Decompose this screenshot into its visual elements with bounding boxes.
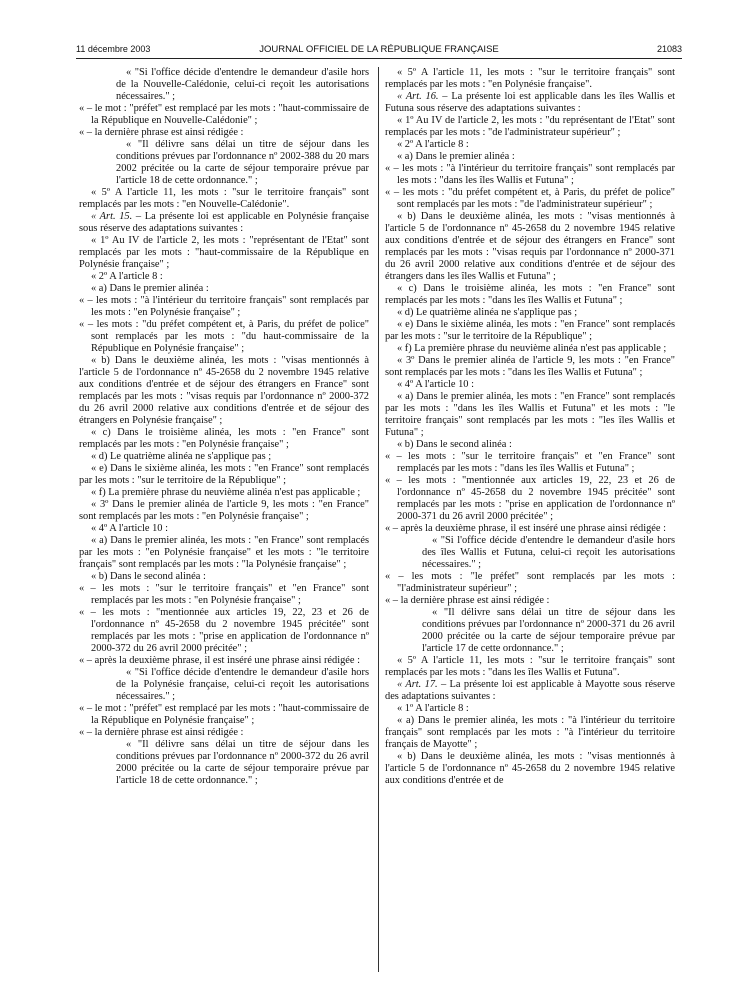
paragraph-text: « 2º A l'article 8 :: [91, 271, 163, 282]
paragraph-text: « "Si l'office décide d'entendre le demandeur d'asile hors de la Nouvelle-Calédonie, celui-ci reçoit les autorisations nécessaires." ;: [116, 67, 369, 102]
paragraph: [385, 475, 675, 523]
paragraph: [79, 103, 369, 127]
paragraph: [79, 667, 369, 703]
paragraph: [385, 163, 675, 187]
paragraph-text: « "Si l'office décide d'entendre le demandeur d'asile hors de la Polynésie française, celui-ci reçoit les autorisations nécessaires." ;: [116, 667, 369, 702]
paragraph: [385, 607, 675, 655]
paragraph: [385, 151, 675, 163]
paragraph-text: « – le mot : "préfet" est remplacé par les mots : "haut-commissaire de la République en Nouvelle-Calédonie" ;: [79, 103, 369, 126]
paragraph: [385, 187, 675, 211]
paragraph-text: « 1º A l'article 8 :: [397, 703, 469, 714]
paragraph-text: « f) La première phrase du neuvième alinéa n'est pas applicable ;: [91, 487, 361, 498]
paragraph-text: « e) Dans le sixième alinéa, les mots : "en France" sont remplacés par les mots : "sur le territoire de la République" ;: [385, 319, 675, 342]
paragraph: [79, 487, 369, 499]
column-divider: [378, 67, 379, 972]
paragraph: [385, 91, 675, 115]
paragraph-text: « – la dernière phrase est ainsi rédigée :: [79, 127, 244, 138]
paragraph: [79, 139, 369, 187]
paragraph-text: « b) Dans le deuxième alinéa, les mots : "visas mentionnés à l'article 5 de l'ordonnance nº 45-2658 du 2 novembre 1945 relative aux conditions d'entrée et de séjour des étrangers en France" sont remplacés par les mots : "visas requis par l'ordonnance nº 2000-372 du 26 avril 2000 relative aux conditions d'entrée et de séjour des étrangers en Polynésie française" ;: [79, 355, 369, 426]
paragraph: [385, 571, 675, 595]
paragraph-text: « a) Dans le premier alinéa, les mots : "à l'intérieur du territoire français" sont remplacés par les mots : "à l'intérieur du territoire français de Mayotte" ;: [385, 715, 675, 750]
paragraph-text: « a) Dans le premier alinéa, les mots : "en France" sont remplacés par les mots : "dans les îles Wallis et Futuna" et les mots : "le territoire français" sont remplacés par les mots : "les îles Wallis et Futuna" ;: [385, 391, 675, 438]
paragraph: [79, 535, 369, 571]
paragraph: [385, 211, 675, 283]
paragraph-text: « 4º A l'article 10 :: [91, 523, 168, 534]
paragraph-text: « – les mots : "mentionnée aux articles 19, 22, 23 et 26 de l'ordonnance nº 45-2658 du 2 novembre 1945 précitée" sont remplacés par les mots : "prise en application de l'ordonnance nº 2000-371 du 26 avril 2000 précitée" ;: [385, 475, 675, 522]
paragraph-text: « b) Dans le deuxième alinéa, les mots : "visas mentionnés à l'article 5 de l'ordonnance nº 45-2658 du 2 novembre 1945 relative aux conditions d'entrée et de séjour des étrangers en France" sont remplacés par les mots : "visas requis par l'ordonnance nº 2000-371 du 26 avril 2000 relative aux conditions d'entrée et de séjour des étrangers dans les îles Wallis et Futuna" ;: [385, 211, 675, 282]
paragraph-text: « – les mots : "du préfet compétent et, à Paris, du préfet de police" sont remplacés par les mots : "de l'administrateur supérieur" ;: [385, 187, 675, 210]
paragraph-text: « "Il délivre sans délai un titre de séjour dans les conditions prévues par l'ordonnance nº 2000-371 du 26 avril 2000 précitée ou la carte de séjour temporaire prévue par l'article 17 de cette ordonnance." ;: [422, 607, 675, 654]
paragraph-text: « "Si l'office décide d'entendre le demandeur d'asile hors des îles Wallis et Futuna, celui-ci reçoit les autorisations nécessaires." ;: [422, 535, 675, 570]
paragraph-text: « "Il délivre sans délai un titre de séjour dans les conditions prévues par l'ordonnance nº 2000-372 du 26 avril 2000 précitée ou la carte de séjour temporaire prévue par l'article 18 de cette ordonnance." ;: [116, 739, 369, 786]
paragraph: [79, 319, 369, 355]
paragraph: [79, 127, 369, 139]
paragraph-text: « 3º Dans le premier alinéa de l'article 9, les mots : "en France" sont remplacés par les mots : "en Polynésie française" ;: [79, 499, 369, 522]
paragraph-text: « b) Dans le second alinéa :: [91, 571, 206, 582]
paragraph: [79, 283, 369, 295]
paragraph-text: « c) Dans le troisième alinéa, les mots : "en France" sont remplacés par les mots : "en Polynésie française" ;: [79, 427, 369, 450]
paragraph: [79, 523, 369, 535]
paragraph: [385, 451, 675, 475]
header-page-number: 21083: [656, 44, 682, 54]
paragraph-text: « a) Dans le premier alinéa :: [91, 283, 209, 294]
paragraph-text: « 3º Dans le premier alinéa de l'article 9, les mots : "en France" sont remplacés par les mots : "dans les îles Wallis et Futuna" ;: [385, 355, 675, 378]
paragraph: [79, 463, 369, 487]
paragraph: [79, 499, 369, 523]
paragraph: [385, 343, 675, 355]
article-label: « Art. 16.: [397, 91, 439, 102]
paragraph-text: « – le mot : "préfet" est remplacé par les mots : "haut-commissaire de la République en Polynésie française" ;: [79, 703, 369, 726]
paragraph: [385, 319, 675, 343]
paragraph-text: « c) Dans le troisième alinéa, les mots : "en France" sont remplacés par les mots : "dans les îles Wallis et Futuna" ;: [385, 283, 675, 306]
paragraph: [385, 703, 675, 715]
paragraph: [79, 739, 369, 787]
right-column: [385, 67, 675, 787]
paragraph-text: « – les mots : "à l'intérieur du territoire français" sont remplacés par les mots : "en Polynésie française" ;: [79, 295, 369, 318]
paragraph-text: « e) Dans le sixième alinéa, les mots : "en France" sont remplacés par les mots : "sur le territoire de la République" ;: [79, 463, 369, 486]
paragraph-text: « – la dernière phrase est ainsi rédigée :: [79, 727, 244, 738]
paragraph: [79, 67, 369, 103]
paragraph: [385, 67, 675, 91]
paragraph-text: « – les mots : "du préfet compétent et, à Paris, du préfet de police" sont remplacés par les mots : "du haut-commissaire de la République en Polynésie française" ;: [79, 319, 369, 354]
paragraph-text: « f) La première phrase du neuvième alinéa n'est pas applicable ;: [397, 343, 667, 354]
paragraph-text: « – les mots : "le préfet" sont remplacés par les mots : "l'administrateur supérieur" ;: [385, 571, 675, 594]
paragraph-text: « – les mots : "sur le territoire français" et "en France" sont remplacés par les mots : "dans les îles Wallis et Futuna" ;: [385, 451, 675, 474]
paragraph: [385, 535, 675, 571]
paragraph-text: « – après la deuxième phrase, il est inséré une phrase ainsi rédigée :: [385, 523, 667, 534]
paragraph-text: « b) Dans le second alinéa :: [397, 439, 512, 450]
paragraph-text: « – les mots : "mentionnée aux articles 19, 22, 23 et 26 de l'ordonnance nº 45-2658 du 2 novembre 1945 précitée" sont remplacés par les mots : "prise en application de l'ordonnance nº 2000-372 du 26 avril 2000 précitée" ;: [79, 607, 369, 654]
paragraph-text: « 2º A l'article 8 :: [397, 139, 469, 150]
left-column: [79, 67, 369, 787]
paragraph: [79, 451, 369, 463]
paragraph: [385, 655, 675, 679]
paragraph: [385, 355, 675, 379]
paragraph: [385, 679, 675, 703]
paragraph: [79, 355, 369, 427]
paragraph: [385, 751, 675, 787]
paragraph: [79, 727, 369, 739]
article-label: « Art. 17.: [397, 679, 438, 690]
paragraph: [79, 211, 369, 235]
paragraph-text: « 1º Au IV de l'article 2, les mots : "du représentant de l'Etat" sont remplacés par les mots : "de l'administrateur supérieur" ;: [385, 115, 675, 138]
paragraph: [79, 655, 369, 667]
page-header: [76, 44, 682, 59]
article-label: « Art. 15.: [91, 211, 133, 222]
paragraph: [79, 235, 369, 271]
paragraph: [79, 571, 369, 583]
paragraph-text: – La présente loi est applicable dans les îles Wallis et Futuna sous réserve des adaptations suivantes :: [385, 91, 675, 114]
paragraph: [385, 523, 675, 535]
paragraph: [79, 271, 369, 283]
paragraph-text: « a) Dans le premier alinéa :: [397, 151, 515, 162]
paragraph-text: « – les mots : "à l'intérieur du territoire français" sont remplacés par les mots : "dans les îles Wallis et Futuna" ;: [385, 163, 675, 186]
paragraph-text: « a) Dans le premier alinéa, les mots : "en France" sont remplacés par les mots : "en Polynésie française" et les mots : "le territoire français" sont remplacés par les mots : "la Polynésie française" ;: [79, 535, 369, 570]
paragraph-text: « 5º A l'article 11, les mots : "sur le territoire français" sont remplacés par les mots : "en Nouvelle-Calédonie".: [79, 187, 369, 210]
paragraph-text: « b) Dans le deuxième alinéa, les mots : "visas mentionnés à l'article 5 de l'ordonnance nº 45-2658 du 2 novembre 1945 relative aux conditions d'entrée et de: [385, 751, 675, 786]
paragraph: [385, 307, 675, 319]
paragraph-text: « – la dernière phrase est ainsi rédigée :: [385, 595, 550, 606]
paragraph: [79, 187, 369, 211]
paragraph: [79, 295, 369, 319]
paragraph-text: – La présente loi est applicable en Polynésie française sous réserve des adaptations suivantes :: [79, 211, 369, 234]
paragraph-text: « 4º A l'article 10 :: [397, 379, 474, 390]
paragraph-text: « 5º A l'article 11, les mots : "sur le territoire français" sont remplacés par les mots : "dans les îles Wallis et Futuna".: [385, 655, 675, 678]
paragraph-text: « – après la deuxième phrase, il est inséré une phrase ainsi rédigée :: [79, 655, 361, 666]
paragraph: [79, 583, 369, 607]
paragraph: [385, 715, 675, 751]
paragraph: [79, 427, 369, 451]
paragraph: [385, 379, 675, 391]
paragraph: [79, 607, 369, 655]
header-journal-title: JOURNAL OFFICIEL DE LA RÉPUBLIQUE FRANÇAISE: [259, 44, 499, 55]
paragraph: [385, 139, 675, 151]
paragraph: [385, 115, 675, 139]
paragraph: [385, 439, 675, 451]
paragraph-text: – La présente loi est applicable à Mayotte sous réserve des adaptations suivantes :: [385, 679, 675, 702]
paragraph-text: « – les mots : "sur le territoire français" et "en France" sont remplacés par les mots : "en Polynésie française" ;: [79, 583, 369, 606]
paragraph-text: « d) Le quatrième alinéa ne s'applique pas ;: [91, 451, 272, 462]
paragraph: [385, 283, 675, 307]
paragraph-text: « "Il délivre sans délai un titre de séjour dans les conditions prévues par l'ordonnance nº 2002-388 du 20 mars 2002 précitée ou la carte de séjour temporaire prévue par l'article 18 de cette ordonnance." ;: [116, 139, 369, 186]
paragraph: [385, 595, 675, 607]
paragraph: [385, 391, 675, 439]
paragraph-text: « 5º A l'article 11, les mots : "sur le territoire français" sont remplacés par les mots : "en Polynésie française".: [385, 67, 675, 90]
header-date: 11 décembre 2003: [76, 44, 151, 54]
paragraph-text: « 1º Au IV de l'article 2, les mots : "représentant de l'Etat" sont remplacés par les mots : "haut-commissaire de la République en Polynésie française" ;: [79, 235, 369, 270]
paragraph-text: « d) Le quatrième alinéa ne s'applique pas ;: [397, 307, 578, 318]
paragraph: [79, 703, 369, 727]
